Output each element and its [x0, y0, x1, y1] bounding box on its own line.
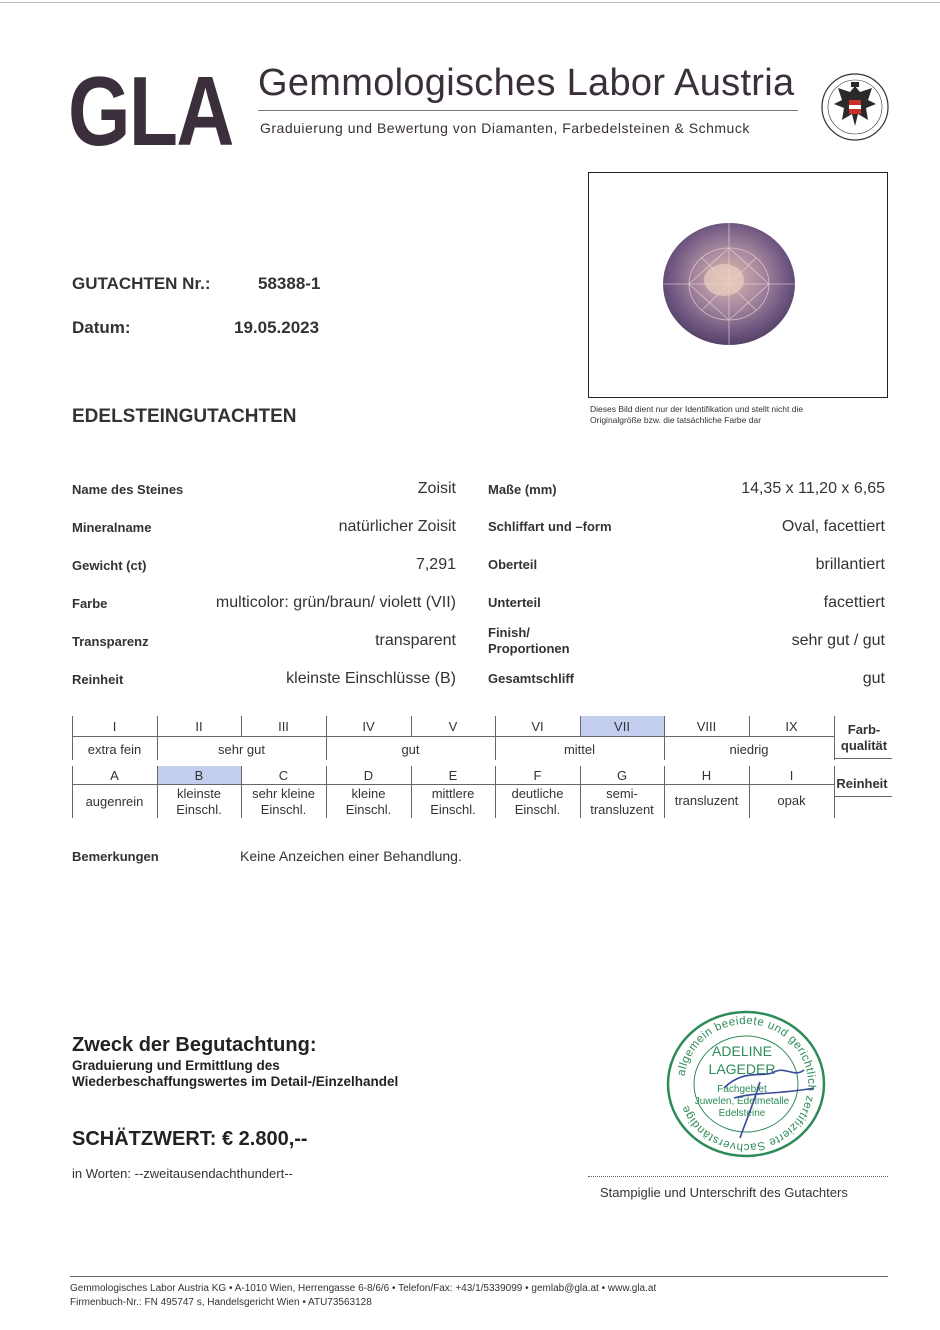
field-value-mineral-name: natürlicher Zoisit: [338, 518, 456, 535]
grid-line: [72, 784, 834, 785]
clarity-grade-cell: H: [701, 768, 712, 783]
grid-line: [411, 766, 412, 818]
gla-logo: GLA: [68, 56, 233, 166]
color-quality-label-2: qualität: [840, 738, 888, 753]
field-value-clarity: kleinste Einschlüsse (B): [286, 670, 456, 687]
color-grade-cell: VIII: [696, 719, 717, 734]
field-value-color: multicolor: grün/braun/ violett (VII): [215, 594, 456, 611]
grid-line: [241, 766, 242, 818]
color-quality-label: Farb-: [847, 722, 881, 737]
field-label-color: Farbe: [72, 596, 108, 611]
lab-name: Gemmologisches Labor Austria: [258, 62, 795, 104]
clarity-desc: sehr kleine: [252, 786, 315, 801]
field-label-stone-name: Name des Steines: [72, 482, 184, 497]
top-border-line: [0, 2, 940, 3]
grid-line: [411, 716, 412, 736]
clarity-grade-cell-selected: B: [194, 768, 204, 783]
field-value-pavilion: facettiert: [823, 594, 885, 611]
date-label: Datum:: [72, 318, 131, 337]
color-grade-cell: IX: [785, 719, 798, 734]
field-value-crown: brillantiert: [815, 556, 885, 573]
grid-line: [664, 766, 665, 818]
field-label-cut-shape: Schliffart und –form: [488, 519, 612, 534]
signature-line: [588, 1176, 888, 1177]
grid-line: [72, 736, 834, 737]
header-divider: [258, 110, 798, 111]
purpose-title: Zweck der Begutachtung:: [72, 1034, 317, 1056]
field-value-overall-cut: gut: [862, 670, 885, 687]
field-label-weight: Gewicht (ct): [72, 558, 147, 573]
clarity-desc: mittlere: [431, 786, 475, 801]
grid-line: [749, 766, 750, 818]
clarity-grade-cell: I: [789, 768, 794, 783]
stamp-ring-text: allgemein beeidete und gerichtlich zertifizierte Sachverständige: [675, 1014, 818, 1154]
photo-note-line1: Dieses Bild dient nur der Identifikation und stellt nicht die: [590, 404, 804, 414]
grid-line: [580, 766, 581, 818]
date-value: 19.05.2023: [234, 318, 320, 337]
stamp-name-1: ADELINE: [712, 1043, 772, 1059]
clarity-grade-cell: C: [278, 768, 289, 783]
clarity-grade-cell: A: [110, 768, 119, 783]
grid-line: [834, 796, 892, 797]
color-group: extra fein: [87, 742, 142, 757]
color-group: mittel: [563, 742, 596, 757]
color-grade-cell: III: [278, 719, 289, 734]
clarity-grade-cell: F: [533, 768, 542, 783]
grid-line: [157, 716, 158, 736]
footer-line2: Firmenbuch-Nr.: FN 495747 s, Handelsgericht Wien • ATU73563128: [70, 1297, 372, 1308]
grid-line: [495, 716, 496, 760]
field-label-pavilion: Unterteil: [488, 595, 541, 610]
color-grade-cell: V: [448, 719, 458, 734]
grid-line: [326, 766, 327, 818]
grid-line: [749, 716, 750, 736]
grid-line: [834, 716, 835, 760]
clarity-desc: deutliche: [511, 786, 564, 801]
color-grade-cell: I: [112, 719, 117, 734]
clarity-desc: kleinste: [176, 786, 222, 801]
valuation-words: in Worten: --zweitausendachthundert--: [72, 1166, 293, 1181]
certificate-number-label: GUTACHTEN Nr.:: [72, 274, 211, 293]
austrian-eagle-emblem-icon: [820, 68, 890, 146]
grid-line: [326, 716, 327, 760]
field-label-finish: Finish/: [488, 625, 530, 640]
field-value-transparency: transparent: [375, 632, 456, 649]
remarks-label: Bemerkungen: [72, 849, 159, 864]
valuation-amount: SCHÄTZWERT: € 2.800,--: [72, 1128, 308, 1150]
field-label-dimensions: Maße (mm): [488, 482, 557, 497]
clarity-desc: augenrein: [85, 794, 144, 809]
stamp-role-2: Juwelen, Edelmetalle: [694, 1096, 790, 1107]
stamp-role-3: Edelsteine: [718, 1108, 766, 1119]
grid-line: [495, 766, 496, 818]
expert-stamp: [664, 1008, 828, 1160]
clarity-grade-cell: D: [363, 768, 374, 783]
clarity-desc: transluzent: [674, 793, 739, 808]
color-group: gut: [401, 742, 420, 757]
clarity-desc-2: transluzent: [590, 802, 654, 817]
gemstone-image: [662, 222, 796, 346]
grid-line: [157, 736, 158, 760]
field-value-weight: 7,291: [415, 556, 456, 573]
color-group: niedrig: [729, 742, 769, 757]
clarity-desc-2: Einschl.: [514, 802, 561, 817]
clarity-desc-2: Einschl.: [260, 802, 307, 817]
field-value-dimensions: 14,35 x 11,20 x 6,65: [741, 480, 885, 497]
grid-line: [834, 766, 835, 818]
purpose-line2: Wiederbeschaffungswertes im Detail-/Einzelhandel: [72, 1074, 399, 1089]
remarks-value: Keine Anzeichen einer Behandlung.: [240, 848, 462, 864]
lab-subtitle: Graduierung und Bewertung von Diamanten, Farbedelsteinen & Schmuck: [260, 120, 750, 136]
photo-note-line2: Originalgröße bzw. die tatsächliche Farbe dar: [590, 415, 762, 425]
stamp-caption: Stampiglie und Unterschrift des Gutachters: [600, 1185, 848, 1200]
footer-divider: [70, 1276, 888, 1277]
grid-line: [157, 766, 158, 818]
certificate-title: EDELSTEINGUTACHTEN: [72, 406, 297, 427]
clarity-desc: kleine: [351, 786, 386, 801]
grid-line: [72, 766, 73, 818]
color-group: sehr gut: [218, 742, 265, 757]
clarity-grade-cell: G: [616, 768, 628, 783]
field-value-stone-name: Zoisit: [417, 480, 456, 497]
clarity-desc: opak: [777, 793, 806, 808]
grid-line: [834, 758, 892, 759]
field-label-clarity: Reinheit: [72, 672, 124, 687]
field-value-cut-shape: Oval, facettiert: [781, 518, 885, 535]
field-label-mineral-name: Mineralname: [72, 520, 152, 535]
certificate-number-value: 58388-1: [258, 274, 321, 293]
clarity-desc-2: Einschl.: [345, 802, 392, 817]
stamp-name-2: LAGEDER: [708, 1061, 776, 1077]
footer-line1: Gemmologisches Labor Austria KG • A-1010 Wien, Herrengasse 6-8/6/6 • Telefon/Fax: +43/1/5339099 • gemlab@gla.at • www.gla.at: [70, 1283, 657, 1294]
purpose-line1: Graduierung und Ermittlung des: [72, 1058, 280, 1073]
clarity-label: Reinheit: [836, 776, 888, 791]
field-label-overall-cut: Gesamtschliff: [488, 671, 574, 686]
field-label-proportions: Proportionen: [488, 641, 570, 656]
clarity-grade-cell: E: [448, 768, 458, 783]
clarity-desc-2: Einschl.: [176, 802, 222, 817]
color-grade-cell: VI: [531, 719, 544, 734]
stamp-role-1: Fachgebiet: [717, 1084, 767, 1095]
color-grade-cell: IV: [362, 719, 375, 734]
grid-line: [664, 716, 665, 760]
grid-line: [72, 716, 73, 760]
field-value-finish: sehr gut / gut: [791, 632, 885, 649]
color-grade-cell-selected: VII: [614, 719, 630, 734]
clarity-desc-2: Einschl.: [430, 802, 476, 817]
clarity-desc: semi-: [606, 786, 638, 801]
grid-line: [241, 716, 242, 736]
photo-note: [590, 404, 890, 426]
grid-line: [580, 716, 581, 736]
field-label-transparency: Transparenz: [72, 634, 149, 649]
field-label-crown: Oberteil: [488, 557, 538, 572]
color-grade-cell: II: [195, 719, 203, 734]
